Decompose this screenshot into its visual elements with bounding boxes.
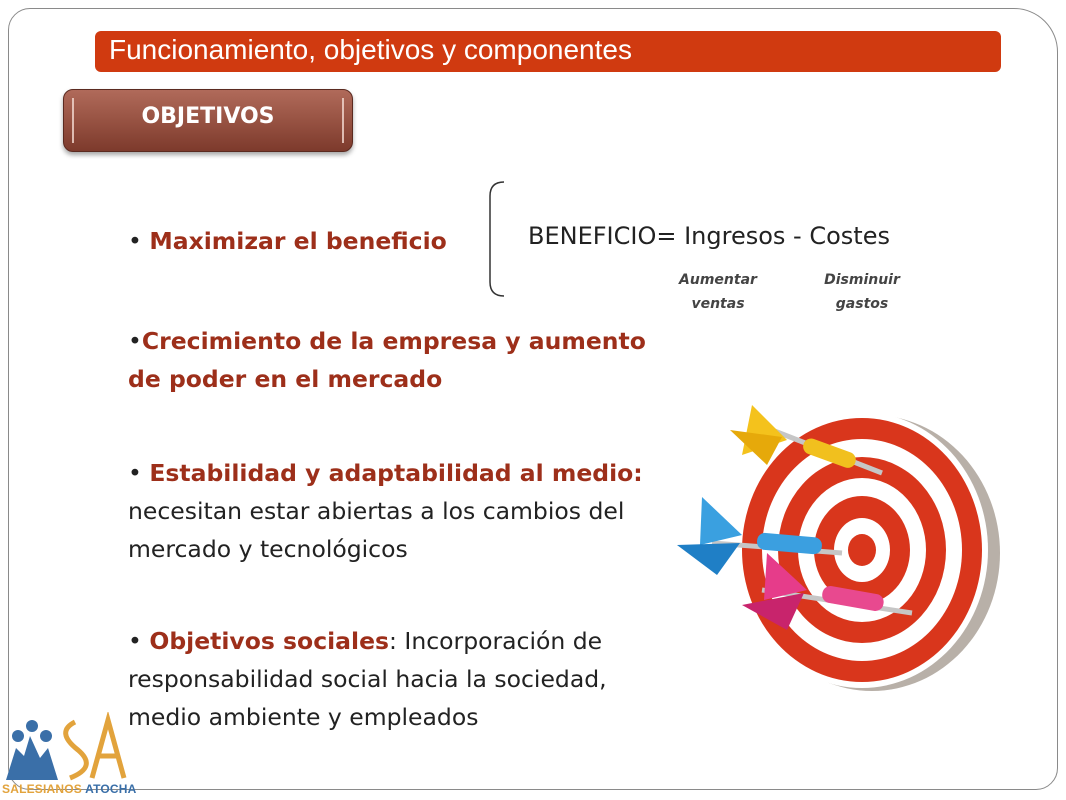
salesianos-logo-text bbox=[2, 782, 137, 796]
beneficio-formula: BENEFICIO= Ingresos - Costes bbox=[528, 222, 890, 250]
note-aumentar-line1: Aumentar bbox=[679, 272, 757, 288]
note-aumentar-line2: ventas bbox=[691, 296, 745, 312]
bullet-sociales-bold: Objetivos sociales bbox=[149, 627, 390, 655]
bullet-maximizar-bold: Maximizar el beneficio bbox=[149, 227, 447, 255]
left-brace bbox=[486, 180, 510, 298]
objetivos-tag-label: OBJETIVOS bbox=[141, 104, 275, 129]
note-disminuir-line2: gastos bbox=[835, 296, 889, 312]
salesianos-logo-icon bbox=[0, 712, 130, 782]
slide-title: Funcionamiento, objetivos y componentes bbox=[109, 34, 632, 65]
bullet-sociales: • Objetivos sociales: Incorporación de responsabilidad social hacia la sociedad, medio ambiente y empleados bbox=[128, 627, 607, 731]
target-darts-icon bbox=[672, 385, 1012, 695]
bullet-estabilidad-bold: Estabilidad y adaptabilidad al medio: bbox=[149, 459, 643, 487]
objetivos-tag bbox=[63, 89, 353, 152]
note-disminuir-gastos bbox=[812, 268, 912, 316]
bullet-sociales-text: : Incorporación de responsabilidad social hacia la sociedad, medio ambiente y empleados bbox=[128, 627, 607, 731]
note-aumentar-ventas bbox=[668, 268, 768, 316]
bullet-estabilidad-text: necesitan estar abiertas a los cambios del mercado y tecnológicos bbox=[128, 497, 625, 563]
title-bar bbox=[95, 31, 1001, 72]
logo-text-salesianos: SALESIANOS bbox=[2, 782, 86, 796]
bullet-estabilidad: • Estabilidad y adaptabilidad al medio: necesitan estar abiertas a los cambios del mercado y tecnológicos bbox=[128, 459, 643, 563]
bullet-crecimiento: •Crecimiento de la empresa y aumento de poder en el mercado bbox=[128, 327, 646, 393]
logo-text-atocha: ATOCHA bbox=[85, 782, 137, 796]
bullet-maximizar: • Maximizar el beneficio bbox=[128, 227, 447, 255]
bullet-crecimiento-bold: Crecimiento de la empresa y aumento de poder en el mercado bbox=[128, 327, 646, 393]
note-disminuir-line1: Disminuir bbox=[824, 272, 900, 288]
